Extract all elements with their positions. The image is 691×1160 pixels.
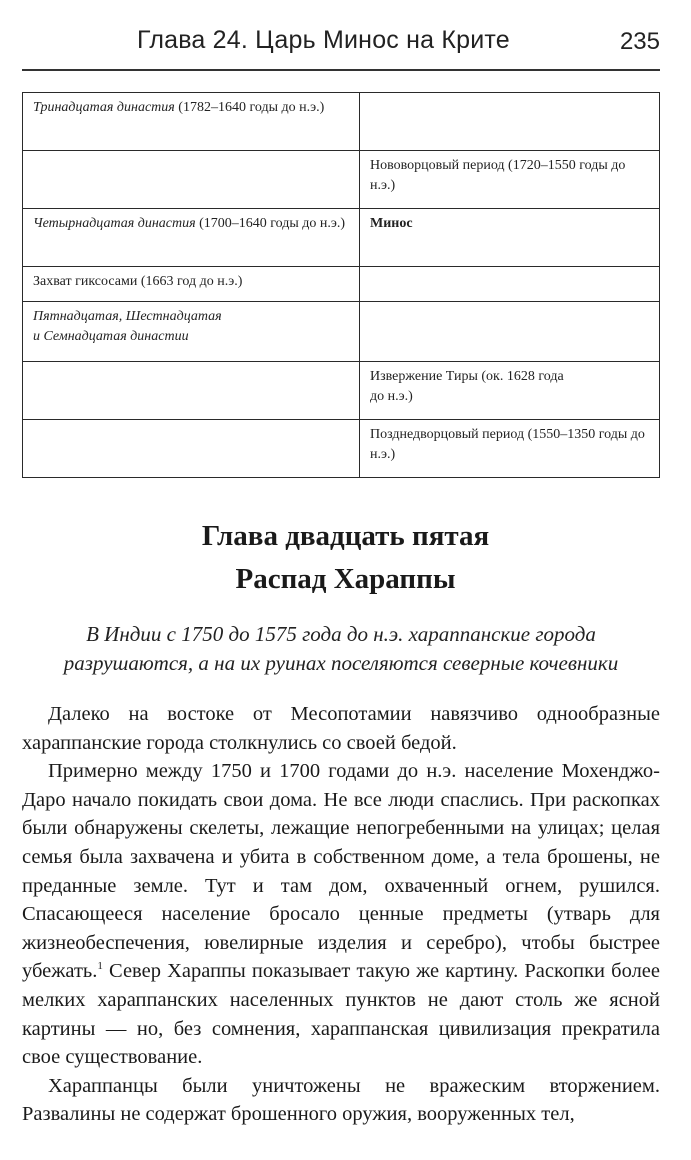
table-cell: Нововорцовый период (1720–1550 годы до н.э.) xyxy=(360,151,660,209)
dynasty-name: Тринадцатая династия xyxy=(33,100,175,115)
table-cell xyxy=(360,362,660,420)
running-header xyxy=(22,26,660,62)
event-line: Извержение Тиры (ок. 1628 года xyxy=(370,369,564,384)
table-cell xyxy=(23,209,360,267)
table-cell xyxy=(360,267,660,302)
event-line: до н.э.) xyxy=(370,389,413,404)
table-row xyxy=(23,362,660,420)
header-divider xyxy=(22,69,660,71)
table-cell: Захват гиксосами (1663 год до н.э.) xyxy=(23,267,360,302)
table-cell xyxy=(23,362,360,420)
epigraph-line: разрушаются, а на их руинах поселяются северные кочевники xyxy=(63,651,619,675)
paragraph: Далеко на востоке от Месопотамии навязчиво однообразные хараппанские города столкнулись со своей бедой. xyxy=(22,703,660,754)
chapter-title: Распад Хараппы xyxy=(235,563,456,595)
chapter-epigraph xyxy=(22,620,660,678)
epigraph-line: В Индии с 1750 до 1575 года до н.э. хараппанские города xyxy=(86,622,596,646)
dynasty-line: и Семнадцатая династии xyxy=(33,329,189,344)
chronology-table xyxy=(22,92,660,478)
table-cell xyxy=(23,93,360,151)
dynasty-name: Четырнадцатая династия xyxy=(33,216,196,231)
table-row xyxy=(23,151,660,209)
table-row xyxy=(23,420,660,478)
dynasty-line: Пятнадцатая, Шестнадцатая xyxy=(33,309,222,324)
table-row xyxy=(23,93,660,151)
table-cell xyxy=(360,302,660,362)
table-cell: Позднедворцовый период (1550–1350 годы до н.э.) xyxy=(360,420,660,478)
paragraph-text: Север Хараппы показывает такую же картину. Раскопки более мелких хараппанских населенных пунктов не дают столь же ясной картины — но, без сомнения, хараппанская цивилизация прекратила свое существование. xyxy=(22,960,660,1069)
paragraph-text: Примерно между 1750 и 1700 годами до н.э. население Мохенджо-Даро начало покидать свои дома. Не все люди спаслись. При раскопках были обнаружены скелеты, лежащие непогребенными на улицах; целая семья была захвачена и убита в собственном доме, а тела брошены, не преданные земле. Тут и там дом, охваченный огнем, рушился. Спасающееся население бросало ценные предметы (утварь для жизнеобеспечения, ювелирные изделия и серебро), чтобы быстрее убежать. xyxy=(22,760,660,983)
body-text xyxy=(22,700,660,1129)
paragraph: Хараппанцы были уничтожены не вражеским вторжением. Развалины не содержат брошенного оружия, вооруженных тел, xyxy=(22,1074,660,1126)
running-header-title: Глава 24. Царь Минос на Крите xyxy=(137,26,510,54)
table-row xyxy=(23,209,660,267)
footnote-marker: 1 xyxy=(97,960,103,973)
chapter-number: Глава двадцать пятая xyxy=(201,520,490,552)
dynasty-dates: (1782–1640 годы до н.э.) xyxy=(174,100,325,115)
table-row xyxy=(23,267,660,302)
table-cell xyxy=(23,151,360,209)
table-cell xyxy=(23,302,360,362)
dynasty-dates: (1700–1640 годы до н.э.) xyxy=(195,216,346,231)
table-cell xyxy=(360,93,660,151)
paragraph xyxy=(22,757,660,1072)
table-cell: Минос xyxy=(360,209,660,267)
table-cell xyxy=(23,420,360,478)
page-number: 235 xyxy=(619,28,660,55)
table-row xyxy=(23,302,660,362)
